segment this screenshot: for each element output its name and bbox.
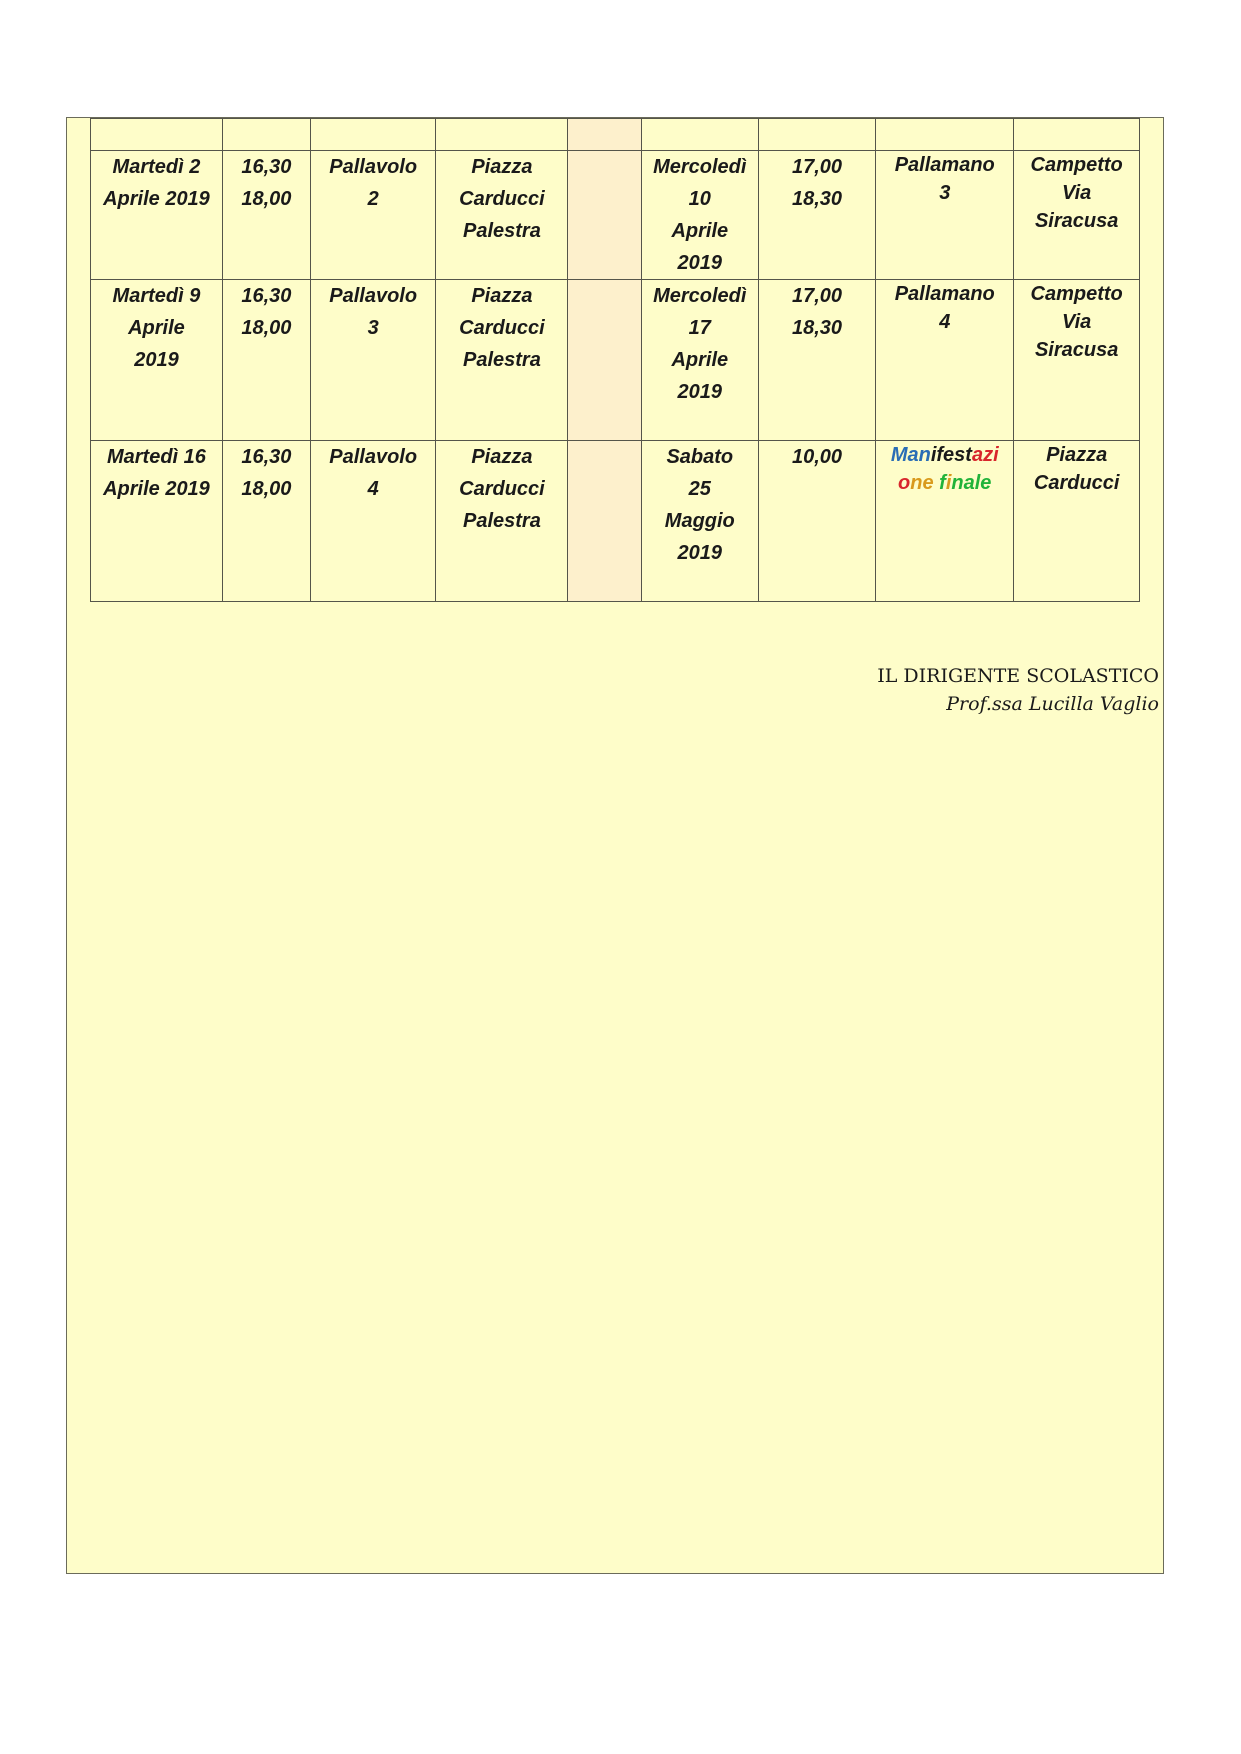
right-date-cell: Mercoledì 17 Aprile 2019 (641, 280, 758, 441)
table-cell (1014, 119, 1140, 151)
right-time-cell: 10,00 (758, 441, 875, 602)
signature-title: IL DIRIGENTE SCOLASTICO (877, 665, 1159, 687)
left-time-cell: 16,30 18,00 (222, 151, 310, 280)
final-event-text-segment: nale (951, 472, 992, 494)
right-activity-cell: Pallamano 3 (876, 151, 1014, 280)
table-cell (310, 119, 436, 151)
final-event-text-segment: Man (890, 444, 931, 466)
signature-name: Prof.ssa Lucilla Vaglio (946, 693, 1159, 715)
left-time-cell: 16,30 18,00 (222, 441, 310, 602)
left-place-cell: Piazza Carducci Palestra (436, 441, 568, 602)
final-event-cell (876, 441, 1014, 602)
right-activity-cell: Pallamano 4 (876, 280, 1014, 441)
final-event-text-segment: f (939, 472, 946, 494)
table-cell (222, 119, 310, 151)
left-time-cell: 16,30 18,00 (222, 280, 310, 441)
final-event-text-segment: azi (971, 444, 999, 466)
table-cell (436, 119, 568, 151)
right-time-cell: 17,00 18,30 (758, 280, 875, 441)
right-place-cell: Piazza Carducci (1014, 441, 1140, 602)
separator-cell (568, 119, 641, 151)
signature-block (877, 662, 1159, 718)
right-place-cell: Campetto Via Siracusa (1014, 280, 1140, 441)
right-time-cell: 17,00 18,30 (758, 151, 875, 280)
right-date-cell: Mercoledì 10 Aprile 2019 (641, 151, 758, 280)
table-cell (758, 119, 875, 151)
separator-cell (568, 441, 641, 602)
table-row (91, 151, 1140, 280)
left-activity-cell: Pallavolo 3 (310, 280, 436, 441)
left-date-cell: Martedì 16 Aprile 2019 (91, 441, 223, 602)
final-event-text-segment: ifest (930, 444, 972, 466)
table-row-empty-top (91, 119, 1140, 151)
final-event-text-segment: ne (910, 472, 940, 494)
schedule-table (90, 118, 1140, 602)
right-place-cell: Campetto Via Siracusa (1014, 151, 1140, 280)
left-activity-cell: Pallavolo 2 (310, 151, 436, 280)
table-cell (641, 119, 758, 151)
separator-cell (568, 151, 641, 280)
left-date-cell: Martedì 2 Aprile 2019 (91, 151, 223, 280)
right-date-cell: Sabato 25 Maggio 2019 (641, 441, 758, 602)
left-activity-cell: Pallavolo 4 (310, 441, 436, 602)
table-cell (876, 119, 1014, 151)
separator-cell (568, 280, 641, 441)
left-place-cell: Piazza Carducci Palestra (436, 280, 568, 441)
left-place-cell: Piazza Carducci Palestra (436, 151, 568, 280)
table-row (91, 280, 1140, 441)
left-date-cell: Martedì 9 Aprile 2019 (91, 280, 223, 441)
final-event-text-segment: o (898, 472, 911, 494)
table-cell (91, 119, 223, 151)
table-row (91, 441, 1140, 602)
final-event-text-segment: i (945, 472, 952, 494)
